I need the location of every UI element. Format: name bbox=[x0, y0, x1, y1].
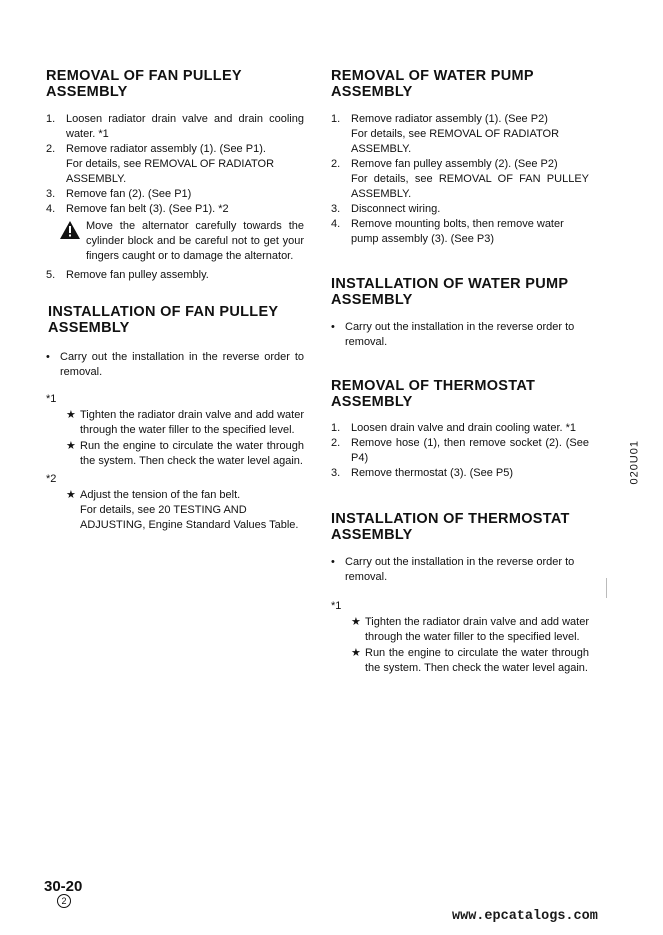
left-column bbox=[46, 68, 304, 533]
step-text: Loosen radiator drain valve and drain cooling water. *1 bbox=[66, 113, 304, 140]
step-number: 2. bbox=[46, 143, 56, 155]
bullet-dot: • bbox=[46, 351, 50, 363]
list-item bbox=[66, 408, 304, 438]
step-number: 3. bbox=[331, 467, 341, 479]
warning-text: Move the alternator carefully towards the cylinder block and be careful not to get your fingers caught or to damage the alternator. bbox=[86, 220, 304, 262]
warning-note bbox=[46, 219, 304, 264]
step-subtext: For details, see REMOVAL OF RADIATOR ASSEMBLY. bbox=[66, 158, 275, 185]
star-icon: ★ bbox=[351, 647, 361, 659]
note-text: Tighten the radiator drain valve and add water through the water filler to the specified level. bbox=[80, 409, 305, 436]
thermostat-note1-list bbox=[331, 615, 589, 676]
step-text: Remove fan pulley assembly (2). (See P2) bbox=[351, 158, 558, 170]
step-number: 3. bbox=[46, 188, 56, 200]
list-item bbox=[331, 436, 589, 466]
note1-list bbox=[46, 408, 304, 469]
step-text: Remove fan belt (3). (See P1). *2 bbox=[66, 203, 229, 215]
step-subtext: For details, see REMOVAL OF FAN PULLEY ASSEMBLY. bbox=[351, 173, 589, 200]
note-text: Adjust the tension of the fan belt. bbox=[80, 489, 241, 501]
margin-mark bbox=[606, 578, 607, 598]
list-item bbox=[331, 112, 589, 157]
bullet-text: Carry out the installation in the reverse order to removal. bbox=[345, 556, 575, 583]
star-icon: ★ bbox=[66, 440, 76, 452]
bullet-dot: • bbox=[331, 321, 335, 333]
step-number: 4. bbox=[331, 218, 341, 230]
figure-code: 020U01 bbox=[629, 440, 641, 485]
note-text: For details, see 20 TESTING AND ADJUSTING, Engine Standard Values Table. bbox=[80, 504, 299, 531]
note-text: Tighten the radiator drain valve and add water through the water filler to the specified level. bbox=[365, 616, 590, 643]
bullet-dot: • bbox=[331, 556, 335, 568]
list-item bbox=[331, 217, 589, 247]
step-number: 3. bbox=[331, 203, 341, 215]
heading-line: REMOVAL OF WATER PUMP bbox=[331, 68, 534, 84]
removal-fan-pulley-heading bbox=[46, 68, 304, 100]
step-text: Remove radiator assembly (1). (See P1). bbox=[66, 143, 266, 155]
heading-line: INSTALLATION OF WATER PUMP bbox=[331, 276, 569, 292]
page-number: 30-20 bbox=[44, 878, 83, 895]
install-fan-bullet bbox=[46, 350, 304, 380]
step-text: Remove fan (2). (See P1) bbox=[66, 188, 192, 200]
heading-line: ASSEMBLY bbox=[331, 84, 413, 100]
heading-line: ASSEMBLY bbox=[46, 84, 128, 100]
bullet-text: Carry out the installation in the reverse order to removal. bbox=[60, 351, 304, 378]
note-label: *1 bbox=[331, 600, 342, 612]
list-item bbox=[66, 439, 304, 469]
list-item bbox=[66, 488, 304, 533]
warning-triangle-icon bbox=[60, 221, 80, 244]
list-item bbox=[46, 268, 304, 283]
installation-water-pump-heading bbox=[331, 276, 589, 308]
removal-thermostat-steps bbox=[331, 421, 589, 481]
step-number: 1. bbox=[46, 113, 56, 125]
note-text: Run the engine to circulate the water through the system. Then check the water level again. bbox=[80, 440, 304, 467]
installation-fan-pulley-heading bbox=[48, 304, 304, 336]
list-item bbox=[46, 187, 304, 202]
note2-list bbox=[46, 488, 304, 533]
step-text: Remove radiator assembly (1). (See P2) bbox=[351, 113, 548, 125]
removal-thermostat-heading bbox=[331, 378, 589, 410]
removal-fan-steps bbox=[46, 112, 304, 283]
step-text: Remove mounting bolts, then remove water pump assembly (3). (See P3) bbox=[351, 218, 564, 245]
heading-line: REMOVAL OF FAN PULLEY bbox=[46, 68, 242, 84]
right-column bbox=[331, 68, 589, 676]
removal-pump-steps bbox=[331, 112, 589, 247]
list-item bbox=[331, 157, 589, 202]
heading-line: ASSEMBLY bbox=[331, 394, 413, 410]
watermark-link[interactable]: www.epcatalogs.com bbox=[452, 909, 598, 924]
removal-water-pump-heading bbox=[331, 68, 589, 100]
step-number: 4. bbox=[46, 203, 56, 215]
heading-line: INSTALLATION OF FAN PULLEY bbox=[48, 304, 279, 320]
star-icon: ★ bbox=[66, 489, 76, 501]
list-item bbox=[351, 646, 589, 676]
heading-line: REMOVAL OF THERMOSTAT bbox=[331, 378, 536, 394]
note-text: Run the engine to circulate the water through the system. Then check the water level again. bbox=[365, 647, 589, 674]
list-item bbox=[331, 466, 589, 481]
step-number: 2. bbox=[331, 158, 341, 170]
list-item bbox=[331, 202, 589, 217]
step-text: Remove hose (1), then remove socket (2). (See P4) bbox=[351, 437, 589, 464]
step-number: 2. bbox=[331, 437, 341, 449]
list-item bbox=[351, 615, 589, 645]
install-pump-bullet bbox=[331, 320, 589, 350]
step-text: Disconnect wiring. bbox=[351, 203, 441, 215]
install-thermostat-bullet bbox=[331, 555, 589, 585]
list-item bbox=[331, 421, 589, 436]
star-icon: ★ bbox=[351, 616, 361, 628]
list-item bbox=[46, 202, 304, 217]
step-text: Loosen drain valve and drain cooling water. *1 bbox=[351, 422, 577, 434]
star-icon: ★ bbox=[66, 409, 76, 421]
heading-line: ASSEMBLY bbox=[48, 320, 130, 336]
bullet-text: Carry out the installation in the reverse order to removal. bbox=[345, 321, 575, 348]
heading-line: INSTALLATION OF THERMOSTAT bbox=[331, 511, 570, 527]
step-number: 1. bbox=[331, 422, 341, 434]
revision-badge: 2 bbox=[57, 894, 71, 908]
step-text: Remove thermostat (3). (See P5) bbox=[351, 467, 514, 479]
note-label: *1 bbox=[46, 393, 57, 405]
step-text: Remove fan pulley assembly. bbox=[66, 269, 209, 281]
list-item bbox=[46, 112, 304, 142]
installation-thermostat-heading bbox=[331, 511, 589, 543]
heading-line: ASSEMBLY bbox=[331, 527, 413, 543]
step-number: 5. bbox=[46, 269, 56, 281]
note-label: *2 bbox=[46, 473, 57, 485]
heading-line: ASSEMBLY bbox=[331, 292, 413, 308]
step-subtext: For details, see REMOVAL OF RADIATOR ASSEMBLY. bbox=[351, 128, 560, 155]
step-number: 1. bbox=[331, 113, 341, 125]
list-item bbox=[46, 142, 304, 187]
